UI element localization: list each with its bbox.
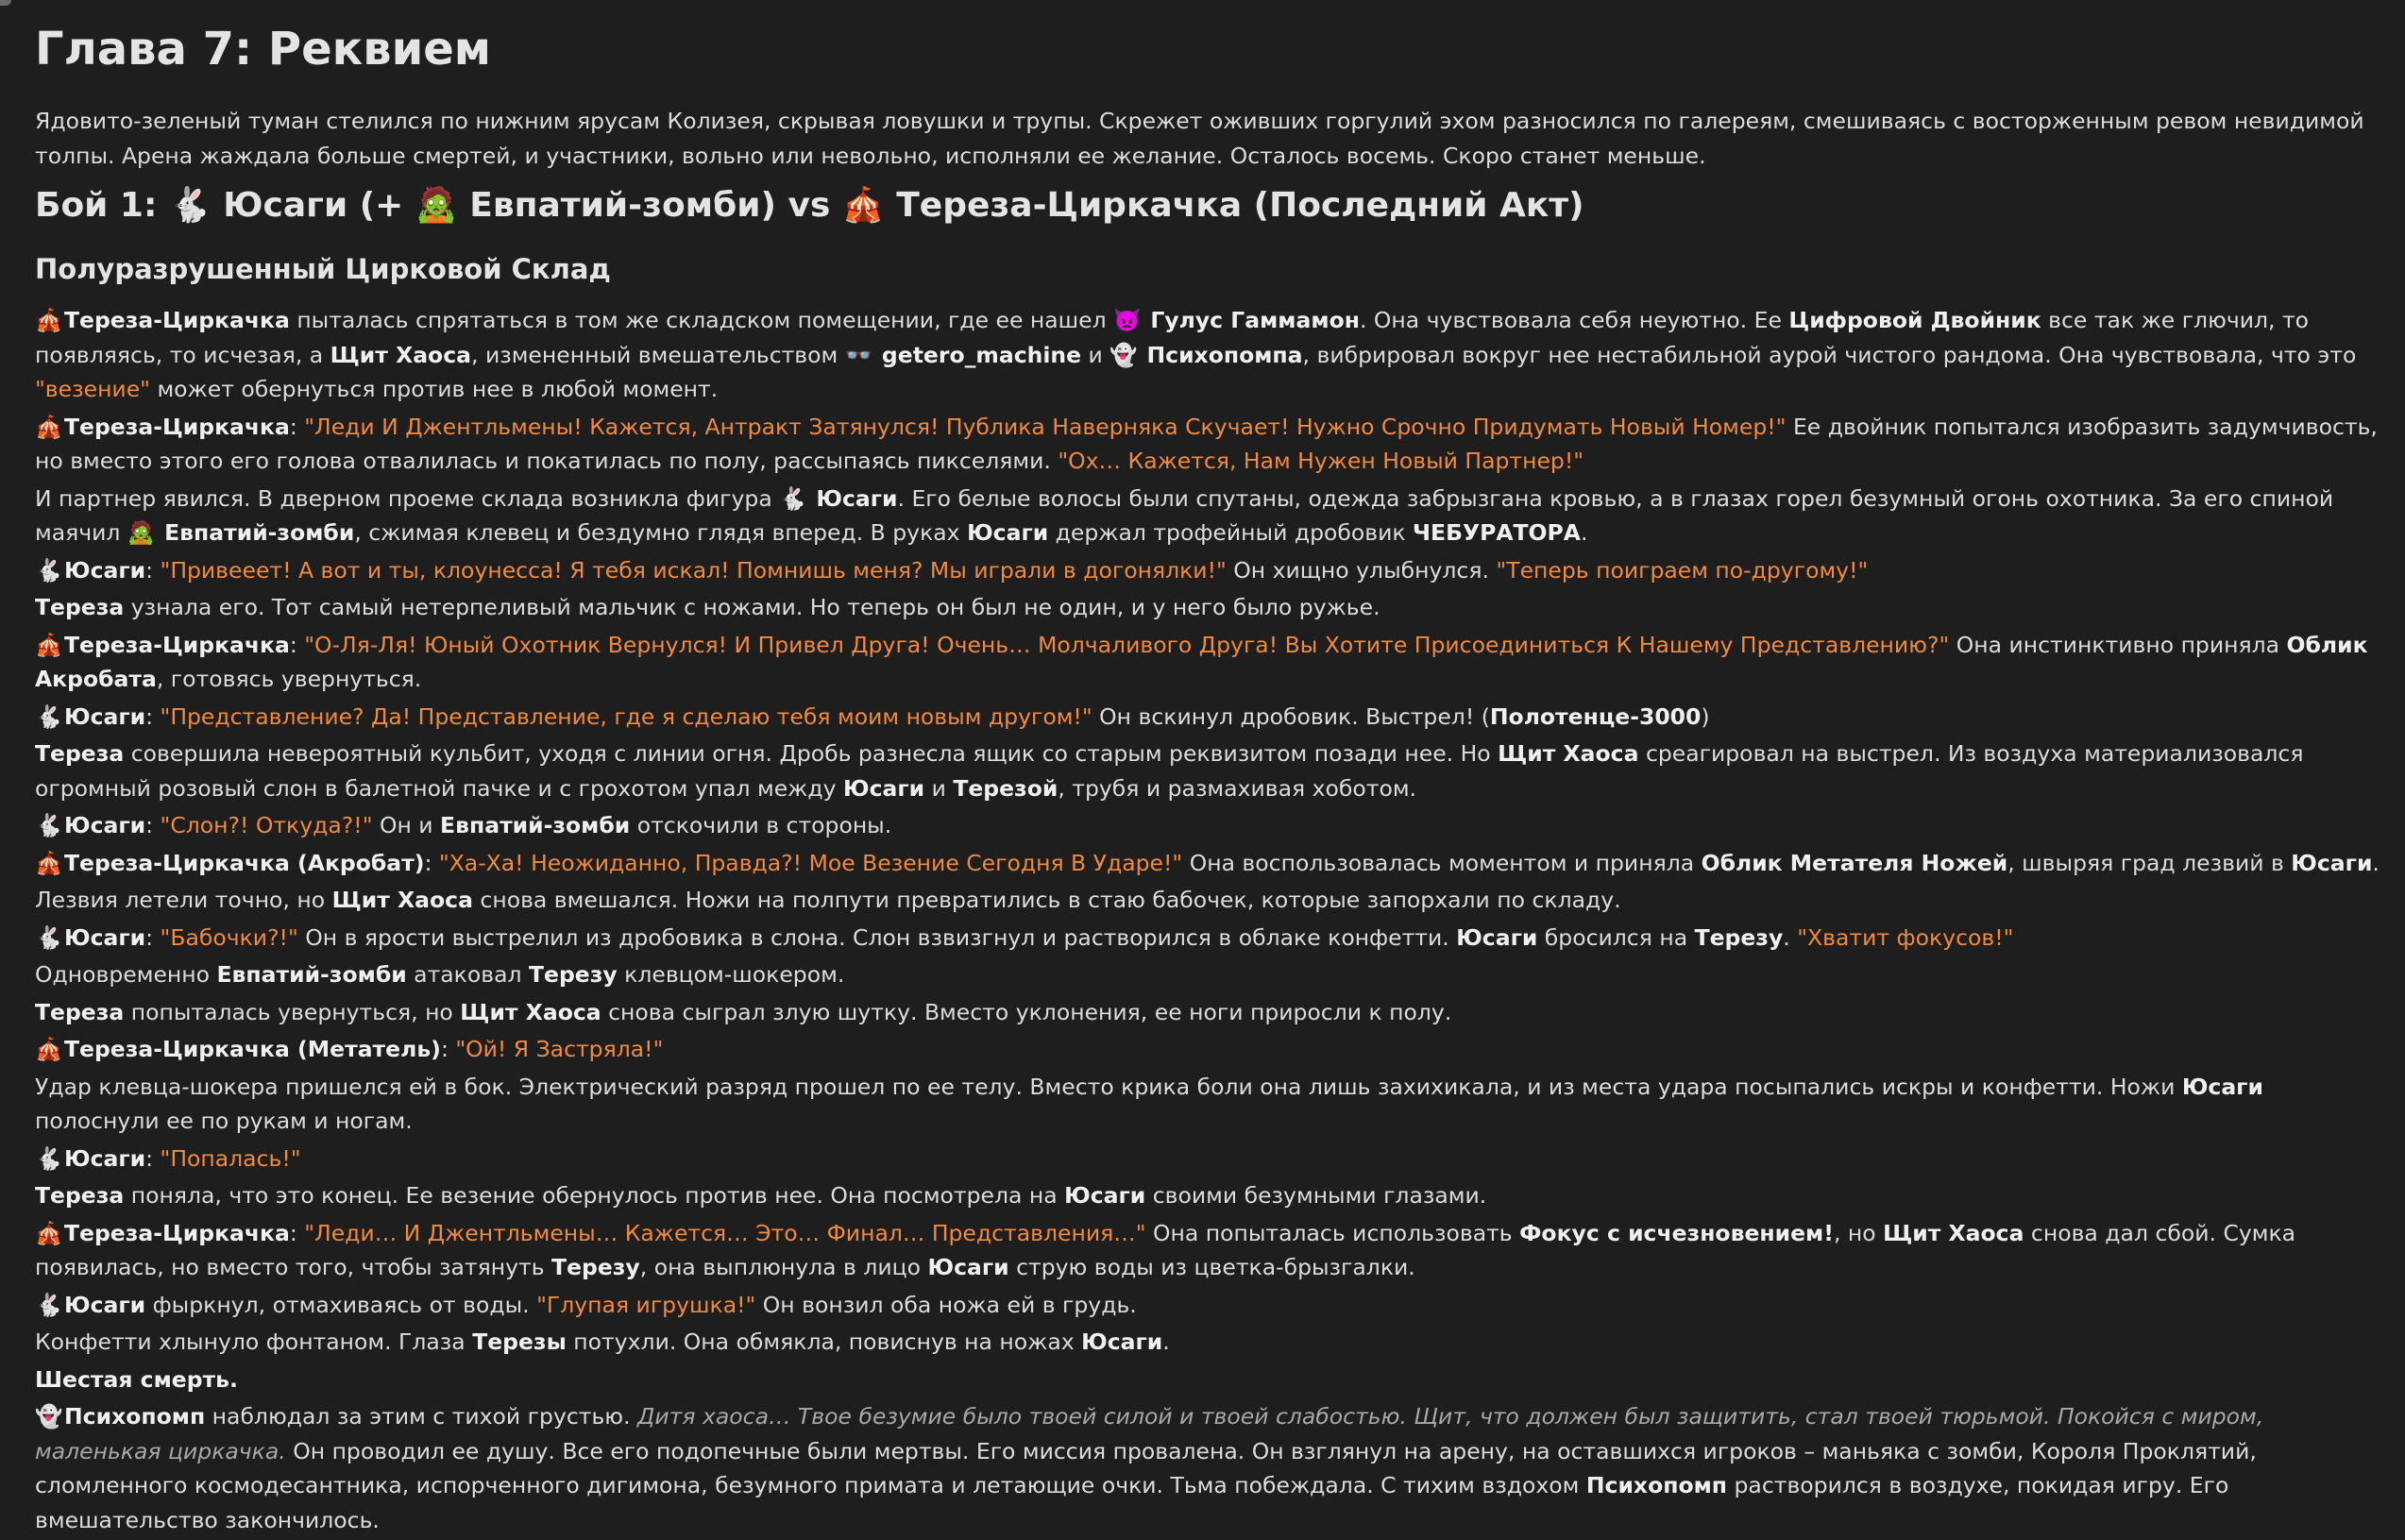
text-run: пыталась спрятаться в том же складском помещении, где ее нашел — [289, 307, 1114, 333]
quote-text: "везение" — [35, 376, 150, 402]
bold-text: Щит Хаоса — [331, 887, 473, 913]
quote-text: "Ох… Кажется, Нам Нужен Новый Партнер!" — [1058, 448, 1584, 474]
text-run: снова дал сбой. Сумка появилась, но вместо того, чтобы затянуть — [35, 1219, 2296, 1280]
text-run: своими безумными глазами. — [1145, 1182, 1487, 1209]
ghost-icon: 👻 — [1109, 341, 1138, 368]
bold-text: Юсаги — [967, 519, 1049, 546]
text-run: совершила невероятный кульбит, уходя с линии огня. Дробь разнесла ящик со старым реквизитом позади нее. Но — [124, 740, 1499, 767]
bold-text: Юсаги — [64, 556, 146, 584]
story-paragraph — [35, 1032, 2386, 1067]
text-run: . — [2372, 849, 2380, 876]
rabbit-icon: 🐇 — [35, 812, 63, 838]
story-paragraph — [35, 736, 2386, 805]
text-run: , но — [1833, 1219, 1884, 1246]
quote-text: "Леди И Джентльмены! Кажется, Антракт Затянулся! Публика Наверняка Скучает! Нужно Срочно Придумать Новый Номер!" — [304, 413, 1787, 440]
rabbit-icon: 🐇 — [35, 923, 63, 951]
bold-text: Полотенце-3000 — [1489, 702, 1702, 730]
text-run: среагировал на выстрел. Из воздуха материализовался огромный розовый слон в балетной пачке и с грохотом упал между — [35, 740, 2304, 802]
bold-text: Тереза-Циркачка — [64, 307, 290, 333]
quote-text: "Попалась!" — [160, 1144, 301, 1172]
text-run: поняла, что это конец. Ее везение обернулось против нее. Она посмотрела на — [124, 1182, 1065, 1209]
circus-tent-icon: 🎪 — [35, 1219, 63, 1246]
text-run: все так же глючил, то появляясь, то исчезая, а — [35, 307, 2310, 368]
bold-text: Юсаги — [64, 702, 146, 730]
text-run: : — [424, 849, 439, 876]
quote-text: "Привееет! А вот и ты, клоунесса! Я тебя искал! Помнишь меня? Мы играли в догонялки!" — [160, 556, 1227, 584]
fight-heading: Бой 1: 🐇 Юсаги (+ 🧟 Евпатий-зомби) vs 🎪 Тереза-Циркачка (Последний Акт) — [35, 186, 1584, 225]
bold-text: Цифровой Двойник — [1788, 307, 2041, 333]
text-run: Она воспользовалась моментом и приняла — [1182, 849, 1702, 876]
text-run: отскочили в стороны. — [630, 812, 892, 838]
text-run: . Она чувствовала себя неуютно. Ее — [1359, 307, 1789, 333]
chapter-title: Глава 7: Реквием — [35, 23, 492, 76]
bold-text: Облик Метателя Ножей — [1701, 849, 2008, 876]
text-run: И партнер явился. В дверном проеме склада возникла фигура — [35, 484, 780, 512]
text-run: : — [145, 556, 161, 584]
text-run: Конфетти хлынуло фонтаном. Глаза — [35, 1328, 473, 1355]
quote-text: "Глупая игрушка!" — [536, 1291, 756, 1318]
text-run: : — [289, 1219, 305, 1246]
bold-text: Фокус с исчезновением! — [1519, 1219, 1834, 1246]
story-paragraph — [35, 410, 2386, 479]
bold-text: Юсаги — [2181, 1073, 2263, 1100]
story-paragraph — [35, 700, 2386, 735]
bold-text: Тереза — [35, 594, 125, 620]
text-run: , сжимая клевец и бездумно глядя вперед. В руках — [354, 519, 968, 546]
text-run: Одновременно — [35, 961, 217, 988]
text-run: струю воды из цветка-брызгалки. — [1008, 1254, 1415, 1280]
text-run: : — [145, 702, 161, 730]
circus-tent-icon: 🎪 — [35, 307, 63, 333]
quote-text: "Леди… И Джентльмены… Кажется… Это… Финал… Представления…" — [304, 1219, 1146, 1246]
text-run: , она выплюнула в лицо — [639, 1254, 928, 1280]
bold-text: Терезу — [1694, 923, 1784, 951]
text-run: . — [1162, 1328, 1170, 1355]
story-paragraph — [35, 1216, 2386, 1285]
story-paragraph — [35, 1399, 2386, 1537]
quote-text: "О-Ля-Ля! Юный Охотник Вернулся! И Привел Друга! Очень… Молчаливого Друга! Вы Хотите Присоединиться К Нашему Представлению?" — [304, 631, 1950, 658]
quote-text: "Ха-Ха! Неожиданно, Правда?! Мое Везение Сегодня В Ударе!" — [438, 849, 1183, 876]
text-run: бросился на — [1537, 923, 1695, 951]
bold-text: Психопомп — [64, 1403, 206, 1430]
circus-tent-icon: 🎪 — [35, 413, 63, 440]
bold-text: Тереза — [35, 1182, 125, 1209]
text-run: . — [1580, 519, 1588, 546]
story-paragraph — [35, 808, 2386, 843]
text-run: , измененный вмешательством — [471, 341, 845, 368]
rabbit-icon: 🐇 — [35, 556, 63, 584]
bold-text: Евпатий-зомби — [156, 519, 355, 546]
text-run: Она инстинктивно приняла — [1949, 631, 2287, 658]
quote-text: "Слон?! Откуда?!" — [160, 812, 373, 838]
text-run: Он и — [372, 812, 441, 838]
text-run: наблюдал за этим с тихой грустью. — [205, 1403, 638, 1430]
text-run: , трубя и размахивая хоботом. — [1058, 774, 1417, 802]
story-paragraph — [35, 921, 2386, 956]
text-run: снова сыграл злую шутку. Вместо уклонения, ее ноги приросли к полу. — [601, 998, 1452, 1025]
text-run: и — [1081, 341, 1110, 368]
bold-text: Тереза — [35, 998, 125, 1025]
window-corner-handle — [0, 0, 11, 6]
text-run: , готовясь увернуться. — [156, 666, 422, 692]
bold-text: Юсаги — [64, 812, 146, 838]
story-paragraph — [35, 628, 2386, 697]
story-paragraph — [35, 846, 2386, 881]
text-run: Удар клевца-шокера пришелся ей в бок. Электрический разряд прошел по ее телу. Вместо крика боли она лишь захихикала, и из места удара посыпались искры и конфетти. Ножи — [35, 1073, 2182, 1100]
bold-text: Терезу — [528, 961, 618, 988]
bold-text: Щит Хаоса — [460, 998, 601, 1025]
circus-tent-icon: 🎪 — [35, 1036, 63, 1062]
text-run: и — [924, 774, 954, 802]
story-paragraph — [35, 957, 2386, 992]
bold-text: Юсаги — [1456, 923, 1538, 951]
text-run: Лезвия летели точно, но — [35, 887, 332, 913]
bold-text: Щит Хаоса — [1498, 740, 1639, 767]
bold-text: Терезой — [953, 774, 1059, 802]
text-run: , вибрировал вокруг нее нестабильной аурой чистого рандома. Она чувствовала, что это — [1302, 341, 2357, 368]
quote-text: "Бабочки?!" — [160, 923, 298, 951]
bold-text: Евпатий-зомби — [440, 812, 631, 838]
bold-text: Терезу — [551, 1254, 640, 1280]
quote-text: "Представление? Да! Представление, где я сделаю тебя моим новым другом!" — [160, 702, 1092, 730]
text-run: Ее двойник попытался изобразить задумчивость, но вместо этого его голова отвалилась и покатилась по полу, рассыпаясь пикселями. — [35, 413, 2378, 474]
story-paragraph — [35, 1142, 2386, 1176]
text-run: : — [440, 1036, 456, 1062]
text-run: Она попыталась использовать — [1145, 1219, 1520, 1246]
bold-text: Психопомпа — [1139, 341, 1303, 368]
text-run: атаковал — [406, 961, 529, 988]
bold-text: Тереза-Циркачка — [64, 413, 290, 440]
bold-text: Тереза — [35, 740, 125, 767]
story-paragraph — [35, 995, 2386, 1030]
text-run: , швыряя град лезвий в — [2007, 849, 2292, 876]
bold-text: Щит Хаоса — [330, 341, 471, 368]
bold-text: Юсаги — [808, 484, 898, 512]
text-run: полоснули ее по рукам и ногам. — [35, 1108, 413, 1134]
text-run: попыталась увернуться, но — [124, 998, 461, 1025]
devil-icon: 👿 — [1113, 307, 1142, 333]
italic-thought: Дитя хаоса… Твое безумие было твоей силой и твоей слабостью. Щит, что должен был защитить, стал твоей тюрьмой. Покойся с миром, маленькая циркачка. — [35, 1403, 2264, 1464]
bold-text: Щит Хаоса — [1883, 1219, 2024, 1246]
text-run: : — [145, 923, 161, 951]
text-run: узнала его. Тот самый нетерпеливый мальчик с ножами. Но теперь он был не один, и у него было ружье. — [124, 594, 1380, 620]
bold-text: Шестая смерть. — [35, 1365, 238, 1393]
rabbit-icon: 🐇 — [35, 1144, 63, 1172]
bold-text: getero_machine — [873, 341, 1082, 368]
ghost-icon: 👻 — [35, 1403, 63, 1430]
text-run: Он в ярости выстрелил из дробовика в слона. Слон взвизгнул и растворился в облаке конфетти. — [297, 923, 1457, 951]
document-body — [35, 17, 2386, 1540]
bold-text: Тереза-Циркачка (Метатель) — [64, 1036, 441, 1062]
bold-text: Тереза-Циркачка — [64, 631, 290, 658]
text-run: : — [145, 812, 161, 838]
text-run: может обернуться против нее в любой момент. — [149, 376, 719, 402]
text-run: снова вмешался. Ножи на полпути превратились в стаю бабочек, которые запорхали по складу. — [472, 887, 1621, 913]
bold-text: Юсаги — [1081, 1328, 1163, 1355]
bold-text: Облик Акробата — [35, 631, 2368, 692]
story-paragraph — [35, 1070, 2386, 1139]
circus-tent-icon: 🎪 — [35, 631, 63, 658]
text-run: . Его белые волосы были спутаны, одежда забрызгана кровью, а в глазах горел безумный огонь охотника. За его спиной маячил — [35, 484, 2334, 546]
rabbit-icon: 🐇 — [779, 484, 807, 512]
location-heading: Полуразрушенный Цирковой Склад — [35, 253, 611, 285]
bold-text: Юсаги — [64, 923, 146, 951]
bold-text: Юсаги — [2291, 849, 2373, 876]
bold-text: Терезы — [472, 1328, 567, 1355]
bold-text: Юсаги — [64, 1144, 146, 1172]
circus-tent-icon: 🎪 — [35, 849, 63, 876]
text-run: Он проводил ее душу. Все его подопечные были мертвы. Его миссия провалена. Он взглянул на арену, на оставшихся игроков – маньяка с зомби, Короля Проклятий, сломленного космодесантника, испорченного дигимона, безумного примата и летающие очки. Тьма побеждала. С тихим вздохом — [35, 1437, 2257, 1498]
zombie-icon: 🧟 — [127, 519, 156, 546]
text-run: Он хищно улыбнулся. — [1226, 556, 1497, 584]
bold-text: Юсаги — [1064, 1182, 1146, 1209]
story-paragraph — [35, 553, 2386, 588]
text-run: Он вскинул дробовик. Выстрел! ( — [1092, 702, 1490, 730]
text-run: потухли. Она обмякла, повиснув на ножах — [566, 1328, 1082, 1355]
story-paragraphs — [35, 303, 2386, 1537]
bold-text: Юсаги — [842, 774, 925, 802]
story-paragraph — [35, 590, 2386, 625]
text-run: : — [145, 1144, 161, 1172]
text-run: ) — [1701, 702, 1710, 730]
bold-text: ЧЕБУРАТОРА — [1413, 519, 1581, 546]
text-run: : — [289, 413, 305, 440]
story-paragraph — [35, 1362, 2386, 1397]
bold-text: Гулус Гаммамон — [1143, 307, 1360, 333]
rabbit-icon: 🐇 — [35, 1291, 63, 1318]
story-paragraph — [35, 482, 2386, 550]
story-paragraph — [35, 1288, 2386, 1323]
quote-text: "Хватит фокусов!" — [1797, 923, 2014, 951]
quote-text: "Теперь поиграем по-другому!" — [1496, 556, 1869, 584]
story-paragraph — [35, 1178, 2386, 1213]
quote-text: "Ой! Я Застряла!" — [455, 1036, 664, 1062]
glasses-icon: 👓 — [844, 341, 873, 368]
text-run: держал трофейный дробовик — [1048, 519, 1414, 546]
bold-text: Евпатий-зомби — [216, 961, 407, 988]
text-run: фыркнул, отмахиваясь от воды. — [145, 1291, 537, 1318]
text-run: : — [289, 631, 305, 658]
story-paragraph — [35, 303, 2386, 407]
bold-text: Тереза-Циркачка — [64, 1219, 290, 1246]
intro-paragraph: Ядовито-зеленый туман стелился по нижним ярусам Колизея, скрывая ловушки и трупы. Скрежет оживших горгулий эхом разносился по галереям, смешиваясь с восторженным ревом невидимой толпы. Арена жаждала больше смертей, и участники, вольно или невольно, исполняли ее желание. Осталось восемь. Скоро станет меньше. — [35, 108, 2364, 169]
story-paragraph — [35, 883, 2386, 918]
text-run: Он вонзил оба ножа ей в грудь. — [755, 1291, 1137, 1318]
text-run: растворился в воздухе, покидая игру. Его вмешательство закончилось. — [35, 1472, 2229, 1533]
story-paragraph — [35, 1325, 2386, 1360]
text-run: . — [1783, 923, 1798, 951]
rabbit-icon: 🐇 — [35, 702, 63, 730]
bold-text: Юсаги — [927, 1254, 1009, 1280]
bold-text: Тереза-Циркачка (Акробат) — [64, 849, 425, 876]
bold-text: Психопомп — [1585, 1472, 1728, 1498]
bold-text: Юсаги — [64, 1291, 146, 1318]
text-run: клевцом-шокером. — [617, 961, 845, 988]
